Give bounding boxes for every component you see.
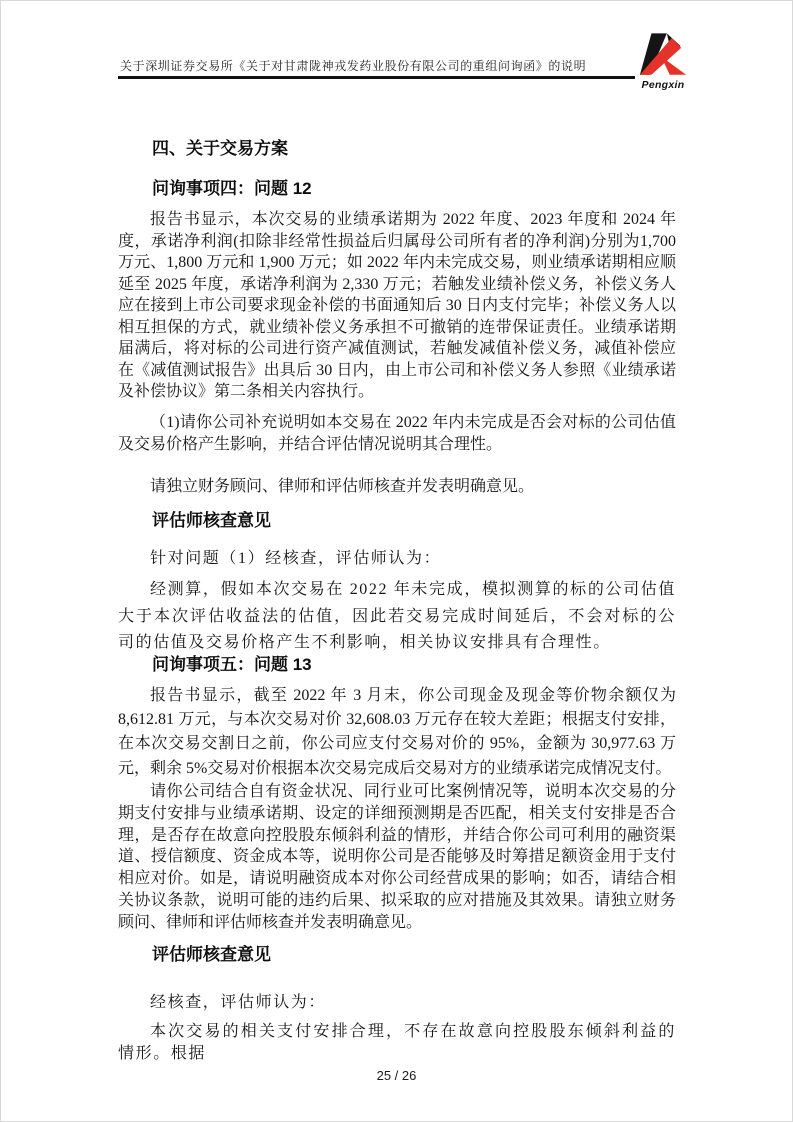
inquiry5-review-intro: 经核查，评估师认为： [150, 994, 327, 1011]
pengxin-logo-mark [638, 31, 688, 78]
pengxin-logo [636, 31, 690, 91]
inquiry4-review-intro: 针对问题（1）经核查，评估师认为： [150, 550, 442, 567]
inquiry5-paragraph-cash-balance: 报告书显示，截至 2022 年 3 月末，你公司现金及现金等价物余额仅为 8,612.81 万元，与本次交易对价 32,608.03 万元存在较大差距；根据支付安排，在本次交易交割日之前，你公司应支付交易对价的 95%，金额为 30,977.63 万元，剩余 5%交易对价根据本次交易完成后交易对方的业绩承诺完成情况支付。 [118, 687, 676, 777]
inquiry4-heading: 问询事项四：问题 12 [152, 179, 312, 198]
inquiry5-heading: 问询事项五：问题 13 [152, 655, 312, 674]
inquiry5-paragraph-payment-arrangement: 请你公司结合自有资金状况、同行业可比案例情况等，说明本次交易的分期支付安排与业绩承诺期、设定的详细预测期是否匹配，相关支付安排是否合理，是否存在故意向控股股东倾斜利益的情形，并结合你公司可利用的融资渠道、授信额度、资金成本等，说明你公司是否能够及时筹措足额资金用于支付相应对价。如是，请说明融资成本对你公司经营成果的影响；如否，请结合相关协议条款，说明可能的违约后果、拟采取的应对措施及其效果。请独立财务顾问、律师和评估师核查并发表明确意见。 [118, 783, 676, 931]
inquiry4-review-heading: 评估师核查意见 [152, 511, 271, 530]
header-rule [118, 76, 635, 79]
inquiry4-review-conclusion: 经测算，假如本次交易在 2022 年未完成，模拟测算的标的公司估值大于本次评估收益法的估值，因此若交易完成时间延后，不会对标的公司的估值及交易价格产生不利影响，相关协议安排具有合理性。 [118, 581, 676, 651]
inquiry4-paragraph-question-1: （1)请你公司补充说明如本交易在 2022 年内未完成是否会对标的公司估值及交易价格产生影响，并结合评估情况说明其合理性。 [118, 414, 676, 453]
inquiry4-paragraph-performance-commitment: 报告书显示，本次交易的业绩承诺期为 2022 年度、2023 年度和 2024 年度，承诺净利润(扣除非经常性损益后归属母公司所有者的净利润)分别为1,700 万元、1,800 万元和 1,900 万元；如 2022 年内未完成交易，则业绩承诺期相应顺延至 2025 年度，承诺净利润为 2,330 万元；若触发业绩补偿义务，补偿义务人应在接到上市公司要求现金补偿的书面通知后 30 日内支付完毕；补偿义务人以相互担保的方式，就业绩补偿义务承担不可撤销的连带保证责任。业绩承诺期届满后，将对标的公司进行资产减值测试，若触发减值补偿义务，减值补偿应在《减值测试报告》出具后 30 日内，由上市公司和补偿义务人参照《业绩承诺及补偿协议》第二条相关内容执行。 [118, 211, 676, 400]
header-title: 关于深圳证券交易所《关于对甘肃陇神戎发药业股份有限公司的重组问询函》的说明 [120, 59, 587, 73]
inquiry4-paragraph-request-opinion: 请独立财务顾问、律师和评估师核查并发表明确意见。 [150, 478, 535, 495]
pengxin-logo-text: Pengxin [641, 79, 685, 91]
page-number: 25 / 26 [376, 1068, 417, 1083]
inquiry5-review-heading: 评估师核查意见 [152, 945, 271, 964]
inquiry5-review-conclusion: 本次交易的相关支付安排合理，不存在故意向控股股东倾斜利益的情形。根据 [118, 1023, 676, 1062]
section-title: 四、关于交易方案 [152, 139, 288, 158]
